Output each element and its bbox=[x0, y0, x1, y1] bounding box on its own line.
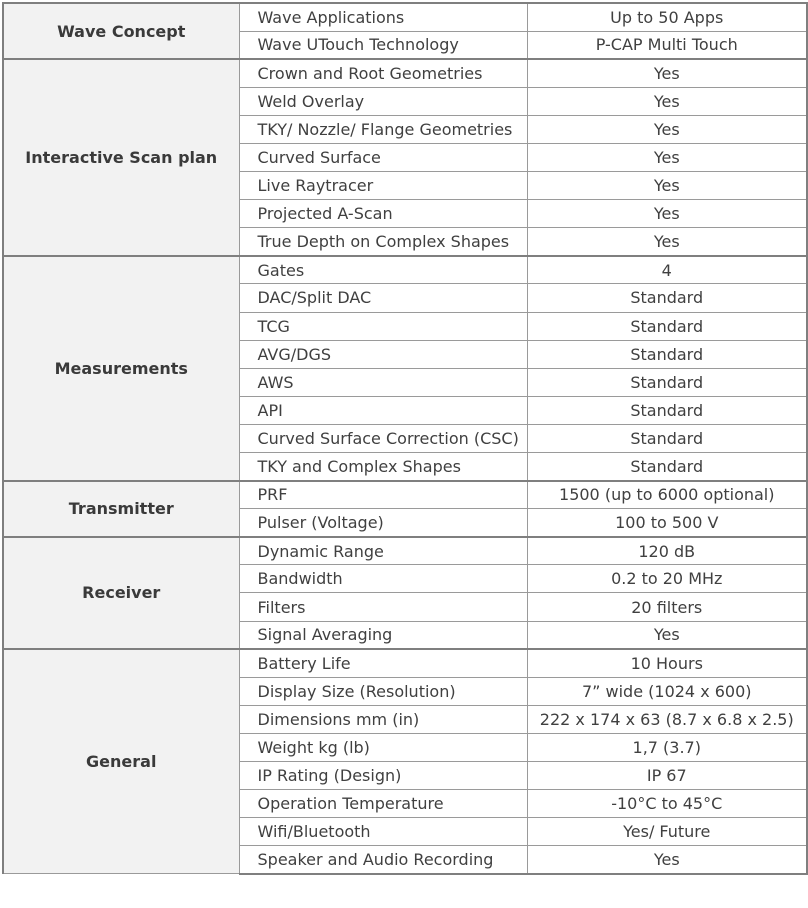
spec-row bbox=[3, 537, 807, 565]
spec-table bbox=[2, 2, 808, 875]
value-cell: Standard bbox=[527, 368, 807, 396]
value-cell: 1,7 (3.7) bbox=[527, 733, 807, 761]
value-cell: 7” wide (1024 x 600) bbox=[527, 677, 807, 705]
value-cell: Yes bbox=[527, 846, 807, 874]
feature-cell: Signal Averaging bbox=[239, 621, 527, 649]
spec-row bbox=[3, 59, 807, 87]
value-cell: Standard bbox=[527, 312, 807, 340]
feature-cell: Wifi/Bluetooth bbox=[239, 818, 527, 846]
feature-cell: Wave UTouch Technology bbox=[239, 31, 527, 59]
feature-cell: Filters bbox=[239, 593, 527, 621]
feature-cell: Gates bbox=[239, 256, 527, 284]
feature-cell: Operation Temperature bbox=[239, 790, 527, 818]
group-label: Receiver bbox=[3, 537, 239, 649]
feature-cell: Weld Overlay bbox=[239, 87, 527, 115]
feature-cell: True Depth on Complex Shapes bbox=[239, 228, 527, 256]
value-cell: Standard bbox=[527, 284, 807, 312]
value-cell: Yes bbox=[527, 87, 807, 115]
value-cell: P-CAP Multi Touch bbox=[527, 31, 807, 59]
group-label: Wave Concept bbox=[3, 3, 239, 59]
value-cell: Standard bbox=[527, 424, 807, 452]
value-cell: Yes bbox=[527, 228, 807, 256]
feature-cell: TKY and Complex Shapes bbox=[239, 453, 527, 481]
feature-cell: Curved Surface Correction (CSC) bbox=[239, 424, 527, 452]
feature-cell: Bandwidth bbox=[239, 565, 527, 593]
feature-cell: Live Raytracer bbox=[239, 172, 527, 200]
value-cell: 1500 (up to 6000 optional) bbox=[527, 481, 807, 509]
group-label: Transmitter bbox=[3, 481, 239, 537]
feature-cell: Display Size (Resolution) bbox=[239, 677, 527, 705]
spec-row bbox=[3, 481, 807, 509]
feature-cell: Battery Life bbox=[239, 649, 527, 677]
value-cell: IP 67 bbox=[527, 762, 807, 790]
value-cell: Yes bbox=[527, 172, 807, 200]
spec-row bbox=[3, 3, 807, 31]
spec-table-body bbox=[3, 3, 807, 874]
value-cell: -10°C to 45°C bbox=[527, 790, 807, 818]
value-cell: 4 bbox=[527, 256, 807, 284]
feature-cell: TCG bbox=[239, 312, 527, 340]
feature-cell: Curved Surface bbox=[239, 143, 527, 171]
feature-cell: IP Rating (Design) bbox=[239, 762, 527, 790]
feature-cell: API bbox=[239, 396, 527, 424]
feature-cell: Projected A-Scan bbox=[239, 200, 527, 228]
feature-cell: Weight kg (lb) bbox=[239, 733, 527, 761]
value-cell: 100 to 500 V bbox=[527, 509, 807, 537]
value-cell: Yes bbox=[527, 59, 807, 87]
feature-cell: PRF bbox=[239, 481, 527, 509]
feature-cell: Crown and Root Geometries bbox=[239, 59, 527, 87]
value-cell: 222 x 174 x 63 (8.7 x 6.8 x 2.5) bbox=[527, 705, 807, 733]
value-cell: 20 filters bbox=[527, 593, 807, 621]
group-label: Interactive Scan plan bbox=[3, 59, 239, 256]
spec-row bbox=[3, 649, 807, 677]
value-cell: 0.2 to 20 MHz bbox=[527, 565, 807, 593]
value-cell: Yes bbox=[527, 200, 807, 228]
value-cell: Yes bbox=[527, 621, 807, 649]
feature-cell: Dimensions mm (in) bbox=[239, 705, 527, 733]
value-cell: Yes bbox=[527, 143, 807, 171]
value-cell: Up to 50 Apps bbox=[527, 3, 807, 31]
group-label: Measurements bbox=[3, 256, 239, 481]
feature-cell: Pulser (Voltage) bbox=[239, 509, 527, 537]
value-cell: Standard bbox=[527, 453, 807, 481]
value-cell: Yes bbox=[527, 115, 807, 143]
group-label: General bbox=[3, 649, 239, 874]
feature-cell: Wave Applications bbox=[239, 3, 527, 31]
feature-cell: DAC/Split DAC bbox=[239, 284, 527, 312]
value-cell: 10 Hours bbox=[527, 649, 807, 677]
value-cell: Standard bbox=[527, 340, 807, 368]
feature-cell: Speaker and Audio Recording bbox=[239, 846, 527, 874]
feature-cell: Dynamic Range bbox=[239, 537, 527, 565]
value-cell: 120 dB bbox=[527, 537, 807, 565]
value-cell: Yes/ Future bbox=[527, 818, 807, 846]
feature-cell: AVG/DGS bbox=[239, 340, 527, 368]
spec-row bbox=[3, 256, 807, 284]
feature-cell: AWS bbox=[239, 368, 527, 396]
feature-cell: TKY/ Nozzle/ Flange Geometries bbox=[239, 115, 527, 143]
value-cell: Standard bbox=[527, 396, 807, 424]
